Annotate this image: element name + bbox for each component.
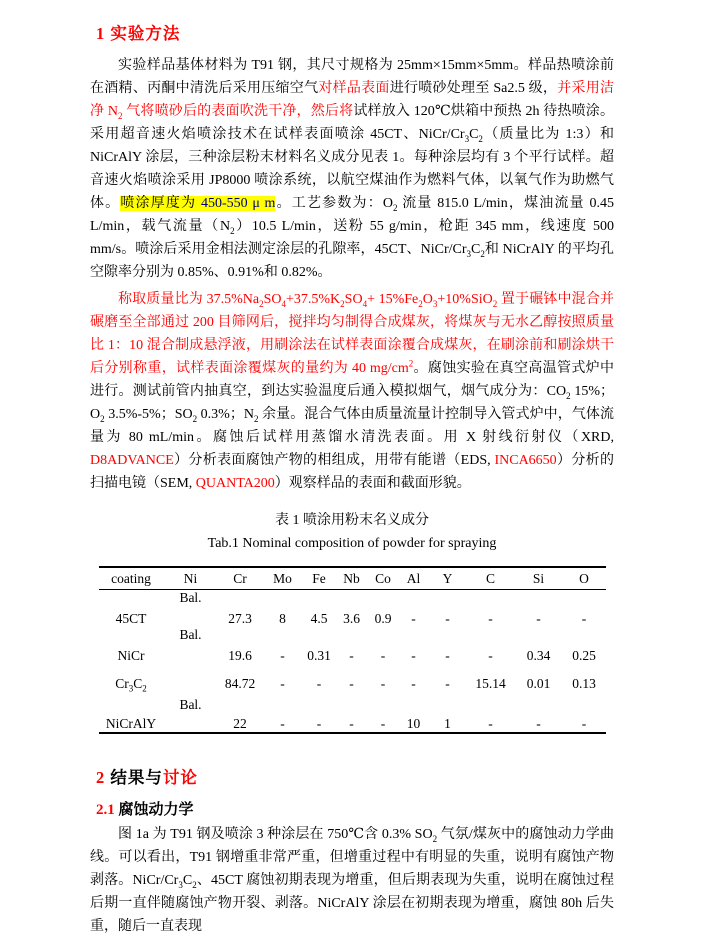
text-run: 1 实验方法 xyxy=(96,24,181,43)
text-run: 图 1a 为 T91 钢及喷涂 3 种涂层在 750℃含 0.3% SO xyxy=(118,827,433,842)
table-cell-coating xyxy=(99,590,164,628)
section-2-paragraph-1 xyxy=(90,823,614,938)
text-run: 2 xyxy=(230,225,235,236)
text-run: 3 xyxy=(128,683,134,694)
section-2-1-heading xyxy=(96,798,614,819)
table-row xyxy=(99,697,606,733)
text-run: 试样放入 120℃烘箱中预热 2h 待热喷涂。采用超音速火焰喷涂技术在试样表面喷涂 45CT、NiCr/Cr xyxy=(90,104,614,142)
text-run: 2 xyxy=(408,358,414,369)
text-run: SO xyxy=(344,292,363,307)
table-cell: - xyxy=(380,676,386,691)
text-run: C xyxy=(471,242,481,257)
table-header-row xyxy=(99,567,606,590)
text-run: 15%；O xyxy=(90,384,614,422)
table-cell: - xyxy=(316,676,322,691)
table-cell: 0.34 xyxy=(526,648,551,663)
text-run: 3 xyxy=(466,248,472,259)
table-cell: - xyxy=(411,648,416,663)
text-run: QUANTA200 xyxy=(195,476,275,491)
text-run: 和 NiCrAlY 的平均孔空隙率分别为 0.85%、0.91%和 0.82%。 xyxy=(90,242,614,280)
text-run: 3 xyxy=(432,298,438,309)
text-run: 2 xyxy=(432,833,438,844)
text-run: 2 xyxy=(478,133,483,144)
text-run: 2.1 xyxy=(96,802,119,818)
text-run: 0.3%；N xyxy=(197,407,254,422)
text-run: 2 xyxy=(480,248,485,259)
table-cell: - xyxy=(280,716,285,731)
table-row xyxy=(99,590,606,628)
text-run: C xyxy=(469,127,479,142)
text-run: 2 xyxy=(100,413,105,424)
text-run: 。腐蚀实验在真空高温管式炉中进行。测试前管内抽真空，到达实验温度后通入模拟烟气，烟气成分为：CO xyxy=(90,361,614,399)
text-run: 腐蚀动力学 xyxy=(118,802,194,818)
section-1-heading xyxy=(96,20,614,44)
table-cell: - xyxy=(280,648,285,663)
text-run: 3 xyxy=(178,879,183,890)
text-run: 置于碾钵中混合并碾磨至全部通过 200 目筛网后，搅拌均匀制得合成煤灰，将煤灰与无水乙醇按照质量比 1：10 混合制成悬浮液，用刷涂法在试样表面涂覆合成煤灰，在刷涂前和刷涂烘干后分别称重，试样表面涂覆煤灰的量约为 40 mg/cm xyxy=(90,292,614,376)
table-cell: - xyxy=(445,676,450,691)
table-cell: - xyxy=(411,676,416,691)
text-run: 进行喷砂处理至 Sa2.5 级， xyxy=(389,81,558,96)
text-run: SO xyxy=(263,292,282,307)
table-cell: Bal. xyxy=(179,697,202,712)
table-cell: 10 xyxy=(406,716,421,731)
text-run: ）分析表面腐蚀产物的相组成，用带有能谱（EDS, xyxy=(173,453,495,468)
text-run: 2 xyxy=(253,413,259,424)
table-cell: 0.9 xyxy=(374,611,392,626)
table-cell: - xyxy=(349,716,354,731)
section-1-paragraph-2 xyxy=(90,288,614,495)
text-run: ）10.5 L/min，送粉 55 g/min，枪距 345 mm，线速度 500 mm/s。喷涂后采用金相法测定涂层的孔隙率，45CT、NiCr/Cr xyxy=(90,219,614,257)
text-run: （质量比为 1:3）和 NiCrAlY 涂层，三种涂层粉末材料名义成分见表 1。每种涂层均有 3 个平行试样。超音速火焰喷涂采用 JP8000 喷涂系统，以航空煤油作为燃料气体，以氧气作为助燃气体。 xyxy=(90,127,615,211)
section-2-heading xyxy=(96,764,614,788)
text-run: 2 xyxy=(418,298,423,309)
table-header-cell: Ni xyxy=(164,567,218,590)
table-header-cell: Cr xyxy=(218,567,263,590)
table-cell xyxy=(164,664,218,697)
table-cell-coating xyxy=(99,627,164,664)
table-row xyxy=(99,627,606,664)
table-header-cell: Si xyxy=(515,567,563,590)
text-run: 称取质量比为 37.5%Na xyxy=(118,292,260,307)
text-run: D8ADVANCE xyxy=(90,453,174,468)
table-cell: 4.5 xyxy=(310,611,328,626)
text-run: 对样品表面 xyxy=(318,81,390,96)
table-header-cell: Fe xyxy=(303,567,336,590)
text-run: 余量。混合气体由质量流量计控制导入管式炉中，气体流量为 80 mL/min。腐蚀后试样用蒸馏水清洗表面。用 X 射线衍射仪（XRD, xyxy=(90,407,614,445)
table-header-cell: O xyxy=(563,567,606,590)
table-header-cell: Y xyxy=(429,567,467,590)
text-run: 2 xyxy=(192,413,198,424)
table-cell: - xyxy=(380,716,386,731)
table-cell: - xyxy=(488,611,493,626)
table-cell: - xyxy=(536,611,541,626)
text-run: O xyxy=(422,292,433,307)
text-run: 喷涂厚度为 xyxy=(120,196,201,211)
table-cell: 0.25 xyxy=(572,648,596,663)
table-cell: 0.01 xyxy=(526,676,551,691)
table-cell: 27.3 xyxy=(228,611,252,626)
text-run: 450-550 μ m xyxy=(201,196,276,211)
text-run: NiCrAlY xyxy=(105,716,157,731)
table-cell: - xyxy=(445,648,450,663)
table-cell: - xyxy=(581,611,587,626)
table-cell: Bal. xyxy=(179,590,202,605)
table-cell: - xyxy=(280,676,285,691)
text-run: 2 xyxy=(118,110,123,121)
text-run: 3.5%-5%；SO xyxy=(104,407,193,422)
table-cell: - xyxy=(488,716,493,731)
text-run: Cr xyxy=(115,676,129,691)
table-cell: 15.14 xyxy=(475,676,506,691)
text-run: 气氛/煤灰中的腐蚀动力学曲线。可以看出，T91 钢增重非常严重，但增重过程中有明显的失重，说明有腐蚀产物剥落。NiCr/Cr xyxy=(90,827,614,888)
table-cell: 8 xyxy=(279,611,286,626)
text-run: +10%SiO xyxy=(437,292,493,307)
text-run: 2 xyxy=(142,683,147,694)
text-run: 。工艺参数为：O xyxy=(275,196,394,211)
table-cell: 84.72 xyxy=(224,676,256,691)
text-run: 4 xyxy=(362,298,368,309)
section-1-paragraph-1 xyxy=(90,54,614,284)
text-run: 3 xyxy=(464,133,470,144)
table-cell: 19.6 xyxy=(228,648,252,663)
text-run: 2 xyxy=(566,390,571,401)
text-run: ）分析的扫描电镜（SEM, xyxy=(90,453,615,491)
table-cell: - xyxy=(316,716,322,731)
table-caption-zh: 表 1 喷涂用粉末名义成分 xyxy=(275,513,429,528)
table-cell: - xyxy=(445,611,450,626)
table-cell: - xyxy=(411,611,416,626)
text-run: 45CT xyxy=(115,611,147,626)
text-run: 实验样品基体材料为 T91 钢，其尺寸规格为 25mm×15mm×5mm。样品热喷涂前在酒精、丙酮中清洗后采用压缩空气 xyxy=(90,58,614,96)
text-run: + 15%Fe xyxy=(367,292,419,307)
table-caption-en: Tab.1 Nominal composition of powder for spraying xyxy=(207,536,497,551)
table-cell-coating xyxy=(99,697,164,733)
text-run: 2 xyxy=(96,768,111,787)
text-run: 、45CT 腐蚀初期表现为增重，但后期表现为失重，说明在腐蚀过程后期一直伴随腐蚀产物开裂、剥落。NiCrAlY 涂层在初期表现为增重，腐蚀 80h 后失重，随后一直表现 xyxy=(90,873,614,934)
table-cell-coating xyxy=(99,664,164,697)
table-cell: - xyxy=(536,716,541,731)
text-run: C xyxy=(133,676,143,691)
table-cell: - xyxy=(380,648,386,663)
text-run: 并采用洁净 N xyxy=(90,81,615,119)
text-run: ）观察样品的表面和截面形貌。 xyxy=(274,476,471,491)
text-run: 2 xyxy=(492,298,498,309)
text-run: INCA6650 xyxy=(494,453,557,468)
table-cell: 0.31 xyxy=(307,648,331,663)
table-header-cell: coating xyxy=(99,567,164,590)
table-header-cell: C xyxy=(467,567,515,590)
text-run: C xyxy=(182,873,193,888)
composition-table xyxy=(99,566,606,734)
table-cell: - xyxy=(581,716,587,731)
table-header-cell: Co xyxy=(368,567,399,590)
table-header-cell: Mo xyxy=(263,567,303,590)
table-header-cell: Al xyxy=(399,567,429,590)
text-run: 结果与 xyxy=(110,768,163,787)
text-run: 流量 815.0 L/min，煤油流量 0.45 L/min，载气流量（N xyxy=(90,196,614,234)
text-run: 2 xyxy=(259,298,264,309)
table-header-cell: Nb xyxy=(336,567,368,590)
table-row xyxy=(99,664,606,697)
text-run: 2 xyxy=(192,879,197,890)
text-run: NiCr xyxy=(117,648,145,663)
table-cell: - xyxy=(349,648,354,663)
table-cell: 3.6 xyxy=(343,611,360,626)
table-cell: 1 xyxy=(444,716,451,731)
text-run: 2 xyxy=(340,298,345,309)
table-cell: Bal. xyxy=(179,627,202,642)
text-run: 4 xyxy=(281,298,286,309)
text-run: 气将喷砂后的表面吹洗干净，然后将 xyxy=(122,104,354,119)
table-cell: 0.13 xyxy=(572,676,596,691)
table-cell: - xyxy=(349,676,354,691)
table-cell: 22 xyxy=(233,716,247,731)
text-run: +37.5%K xyxy=(285,292,341,307)
text-run: 2 xyxy=(393,202,398,213)
table-cell: - xyxy=(488,648,493,663)
text-run: 讨论 xyxy=(162,768,198,787)
